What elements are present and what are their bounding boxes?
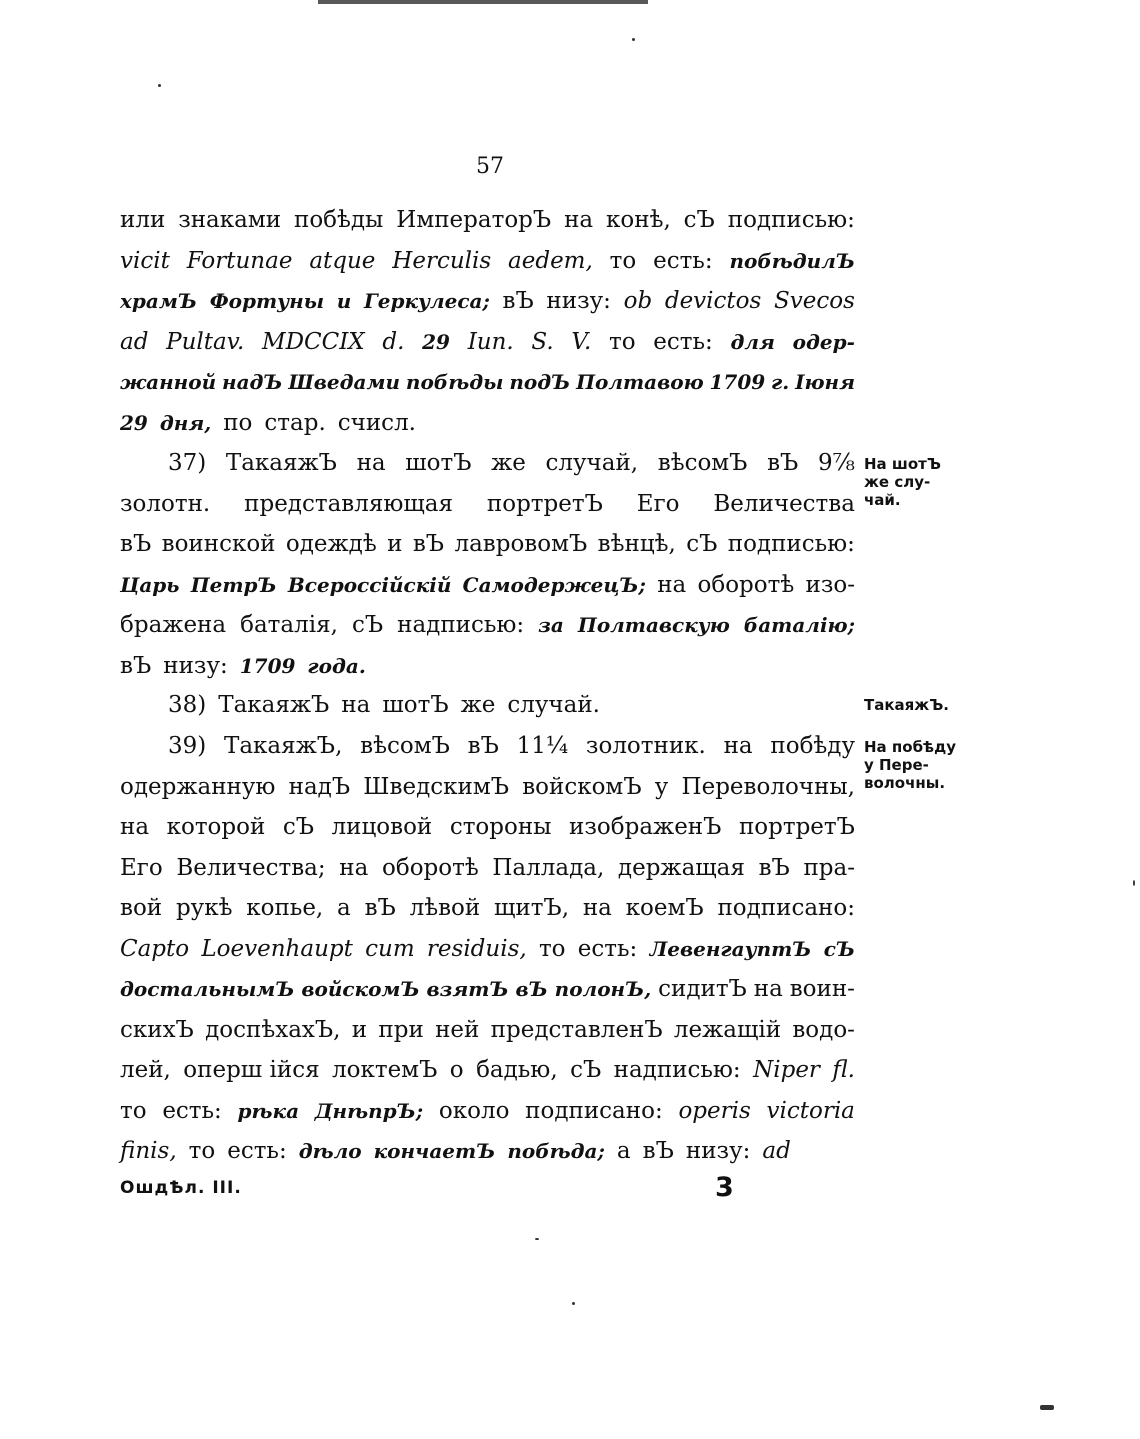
word: жанной	[120, 370, 217, 394]
word: побѣду	[770, 733, 855, 759]
word: и	[387, 531, 403, 557]
word: вЪ	[767, 450, 799, 476]
word: бражена	[120, 612, 227, 638]
text-line	[120, 646, 855, 687]
word: fl.	[832, 1057, 855, 1083]
word: ob	[623, 288, 653, 314]
word: случай.	[507, 692, 600, 718]
word: храмЪ	[120, 289, 198, 313]
word: держащая	[617, 854, 745, 881]
word: сЪ	[823, 936, 855, 961]
word: Capto	[120, 935, 190, 962]
word: то	[538, 935, 566, 962]
word: стар.	[264, 409, 326, 436]
word: то	[608, 328, 636, 355]
text-line	[120, 848, 855, 889]
page-number: 57	[476, 154, 504, 179]
word: а	[337, 895, 351, 921]
word: Всероссійскій	[287, 572, 452, 597]
word: на	[723, 733, 753, 759]
word: есть:	[653, 247, 713, 274]
word: локтемЪ	[332, 1057, 438, 1083]
word: вЪ	[412, 531, 445, 557]
word: ТакаяжЪ,	[224, 733, 343, 759]
word: residuis,	[426, 935, 527, 962]
word: же	[491, 450, 526, 476]
word: счисл.	[337, 409, 416, 436]
word: ШведскимЪ	[363, 773, 510, 800]
word: Полтавою	[576, 370, 704, 394]
word: водо-	[792, 1016, 855, 1043]
margin-note-line: ТакаяжЪ.	[864, 696, 950, 714]
word: лѣвой	[409, 895, 481, 921]
word: вѣсомЪ	[657, 450, 748, 476]
word: ТакаяжЪ	[218, 692, 330, 718]
word: вЪ	[642, 1138, 674, 1164]
top-border-fragment	[318, 0, 648, 4]
word: то	[120, 1097, 147, 1124]
word: 9⅞	[817, 450, 855, 476]
text-line	[120, 888, 855, 929]
word: г.	[771, 370, 790, 394]
word: и	[336, 289, 352, 313]
word: сЪ	[351, 612, 384, 638]
word: а	[616, 1138, 631, 1164]
print-speck	[158, 84, 161, 87]
word: есть:	[577, 935, 638, 962]
word: дѣло	[298, 1139, 362, 1163]
word: ДнѣпрЪ;	[314, 1098, 424, 1123]
word: есть:	[653, 328, 713, 355]
word: Его	[120, 854, 163, 881]
word: на	[356, 450, 386, 476]
word: Величества	[713, 490, 855, 517]
word: на	[582, 895, 612, 921]
word: войскомЪ	[301, 977, 420, 1001]
word: представляющая	[244, 490, 453, 517]
word: Herculis	[392, 247, 492, 274]
print-speck	[1133, 880, 1135, 886]
text-line	[120, 969, 855, 1010]
word: подписано:	[717, 895, 855, 921]
text-line	[120, 807, 855, 848]
word: vicit	[120, 247, 170, 274]
word: devictos	[664, 288, 762, 314]
word: портретЪ	[738, 814, 855, 840]
word: которой	[166, 814, 266, 840]
paragraph-medal-37	[120, 443, 855, 686]
word: подписано:	[525, 1097, 663, 1124]
word: побѣда;	[507, 1139, 605, 1163]
word: вЪ	[502, 288, 534, 314]
word: изо-	[805, 571, 855, 598]
word: Геркулеса;	[363, 289, 490, 313]
margin-note-medal-39	[864, 738, 972, 792]
word: Переволочны,	[681, 773, 855, 800]
word: 1709	[709, 370, 766, 394]
word: вЪ	[120, 531, 152, 557]
word: стороны	[449, 814, 552, 840]
word: вЪ	[515, 977, 548, 1001]
word: 29	[120, 410, 148, 435]
word: ПетрЪ	[190, 572, 277, 597]
word: вѣнцѣ,	[597, 531, 676, 557]
word: о	[449, 1057, 464, 1083]
word: подЪ	[509, 370, 571, 394]
word: одержанную	[120, 773, 276, 800]
word: Его	[636, 490, 680, 517]
word: ЛевенгауптЪ	[649, 936, 812, 961]
word: ad	[762, 1138, 791, 1164]
word: сЪ	[686, 531, 718, 557]
word: atque	[309, 247, 376, 274]
word: коемЪ	[625, 895, 704, 921]
print-speck	[1040, 1405, 1054, 1410]
paragraph-medal-38	[120, 685, 855, 726]
margin-note-line: волочны.	[864, 774, 946, 792]
word: знаками	[178, 207, 282, 233]
word: на	[657, 571, 687, 598]
word: у	[654, 773, 669, 800]
word: кончаетЪ	[373, 1139, 496, 1163]
word: вѣсомЪ	[360, 733, 450, 759]
word: войскомЪ	[522, 773, 642, 800]
word: конѣ,	[606, 207, 671, 233]
word: побѣды	[405, 370, 504, 394]
word: 1709	[239, 653, 296, 678]
text-line	[120, 1050, 855, 1091]
text-line	[120, 403, 855, 444]
word: ИмператорЪ	[396, 207, 552, 233]
word: на	[564, 207, 594, 233]
word: лей,	[120, 1057, 171, 1083]
word: золотн.	[120, 490, 211, 517]
word: вЪ	[467, 733, 499, 759]
print-speck	[632, 38, 635, 41]
text-line	[120, 605, 855, 646]
word: изображенЪ	[569, 814, 722, 840]
word: побѣдилЪ	[729, 248, 855, 273]
word: или	[120, 207, 166, 233]
word: же	[460, 692, 496, 718]
word: aedem,	[508, 247, 593, 274]
word: надписью:	[397, 612, 525, 638]
word: надписью:	[613, 1057, 741, 1083]
text-line	[120, 443, 855, 484]
word: случай,	[545, 450, 639, 476]
word: доспѣхахЪ,	[205, 1016, 341, 1043]
signature-mark: 3	[715, 1172, 734, 1203]
word: то	[188, 1138, 216, 1164]
word: низу:	[685, 1138, 751, 1164]
word: одер-	[792, 329, 855, 354]
word: представленЪ	[490, 1016, 663, 1043]
text-line	[120, 281, 855, 322]
word: cum	[365, 935, 415, 962]
word: на	[339, 854, 369, 881]
word: баталію;	[743, 613, 855, 637]
margin-note-line: же слу-	[864, 473, 931, 491]
text-line	[120, 929, 855, 970]
word: баталія,	[240, 612, 338, 638]
word: на	[341, 692, 371, 718]
word: пра-	[803, 854, 855, 881]
margin-note-line: На побѣду	[864, 738, 956, 756]
paragraph-medal-39	[120, 726, 855, 1172]
paragraph-medal-36-continued	[120, 200, 855, 443]
word: взятЪ	[426, 977, 509, 1001]
word: finis,	[120, 1138, 177, 1164]
word: оборотѣ	[382, 854, 479, 881]
margin-note-line: На шотЪ	[864, 455, 941, 473]
print-speck	[572, 1302, 575, 1305]
word: дня,	[159, 410, 212, 435]
word: 38)	[168, 692, 207, 718]
word: портретЪ	[486, 490, 603, 517]
word: копье,	[246, 895, 324, 921]
word: Полтавскую	[577, 613, 730, 637]
word: ad	[120, 328, 149, 355]
printer-signature: ОшдѢл. III.	[120, 1178, 242, 1198]
word: S.	[531, 328, 554, 355]
word: низу:	[163, 652, 228, 679]
word: 29	[422, 329, 450, 354]
text-line	[120, 565, 855, 606]
word: оборотѣ	[697, 571, 795, 598]
word: оперш ійся	[183, 1057, 320, 1083]
word: одеждѣ	[285, 531, 377, 557]
word: СамодержецЪ;	[462, 572, 646, 597]
word: золотник.	[585, 733, 706, 759]
word: на	[753, 976, 783, 1002]
word: низу:	[546, 288, 611, 314]
word: 37)	[168, 450, 207, 476]
word: бадью,	[476, 1057, 558, 1083]
word: victoria	[766, 1097, 855, 1124]
word: есть:	[162, 1097, 222, 1124]
word: по	[223, 409, 253, 436]
word: сЪ	[570, 1057, 602, 1083]
word: воин-	[789, 976, 855, 1002]
word: сЪ	[683, 207, 715, 233]
word: Pultav.	[166, 328, 245, 355]
word: на	[120, 814, 150, 840]
word: operis	[678, 1097, 751, 1124]
word: Loevenhaupt	[201, 935, 353, 962]
text-line	[120, 200, 855, 241]
word: рукѣ	[175, 895, 233, 921]
text-line	[120, 241, 855, 282]
word: подписью:	[727, 207, 855, 233]
word: лицовой	[331, 814, 433, 840]
word: за	[538, 613, 564, 637]
word: года.	[307, 653, 366, 678]
word: при	[378, 1016, 424, 1043]
text-line	[120, 767, 855, 808]
margin-note-medal-37	[864, 455, 972, 509]
word: Niper	[753, 1057, 820, 1083]
word: и	[351, 1016, 368, 1043]
text-line	[120, 1131, 855, 1172]
word: вЪ	[120, 652, 152, 679]
margin-note-medal-38	[864, 696, 972, 714]
word: достальнымЪ	[120, 977, 295, 1001]
word: для	[730, 329, 775, 354]
text-line	[120, 1091, 855, 1132]
word: шотЪ	[405, 450, 472, 476]
text-line	[120, 322, 855, 363]
word: d.	[382, 328, 405, 355]
word: Іюня	[795, 370, 855, 394]
text-line	[120, 484, 855, 525]
margin-note-line: чай.	[864, 491, 901, 509]
margin-note-line: у Пере-	[864, 756, 929, 774]
word: побѣды	[294, 207, 384, 233]
word: Iun.	[467, 328, 514, 355]
word: рѣка	[237, 1098, 300, 1123]
word: Величества;	[176, 854, 326, 881]
print-speck	[535, 1238, 539, 1240]
word: сидитЪ	[658, 976, 747, 1002]
word: MDCCIX	[262, 328, 365, 355]
word: Царь	[120, 572, 180, 597]
word: вЪ	[364, 895, 396, 921]
word: подписью:	[727, 531, 855, 557]
word: около	[438, 1097, 510, 1124]
word: Шведами	[288, 370, 401, 394]
word: Svecos	[773, 288, 855, 314]
word: надЪ	[221, 370, 283, 394]
word: Fortunae	[186, 247, 293, 274]
word: воинской	[161, 531, 276, 557]
word: то	[609, 247, 637, 274]
text-line	[120, 362, 855, 403]
word: надЪ	[288, 773, 351, 800]
text-line	[120, 1010, 855, 1051]
word: скихЪ	[120, 1016, 194, 1043]
word: лежащій	[673, 1016, 782, 1043]
word: шотЪ	[382, 692, 449, 718]
word: щитЪ,	[494, 895, 570, 921]
word: сЪ	[282, 814, 314, 840]
word: ТакаяжЪ	[225, 450, 337, 476]
word: лавровомЪ	[454, 531, 588, 557]
word: Паллада,	[492, 854, 605, 881]
word: вЪ	[758, 854, 790, 881]
word: ней	[435, 1016, 480, 1043]
text-line	[120, 524, 855, 565]
word: полонЪ,	[554, 977, 652, 1001]
word: V.	[571, 328, 592, 355]
text-line	[120, 685, 855, 726]
word: вой	[120, 895, 163, 921]
word: есть:	[227, 1138, 287, 1164]
word: 39)	[168, 733, 207, 759]
word: Фортуны	[209, 289, 325, 313]
word: 11¼	[516, 733, 569, 759]
text-line	[120, 726, 855, 767]
